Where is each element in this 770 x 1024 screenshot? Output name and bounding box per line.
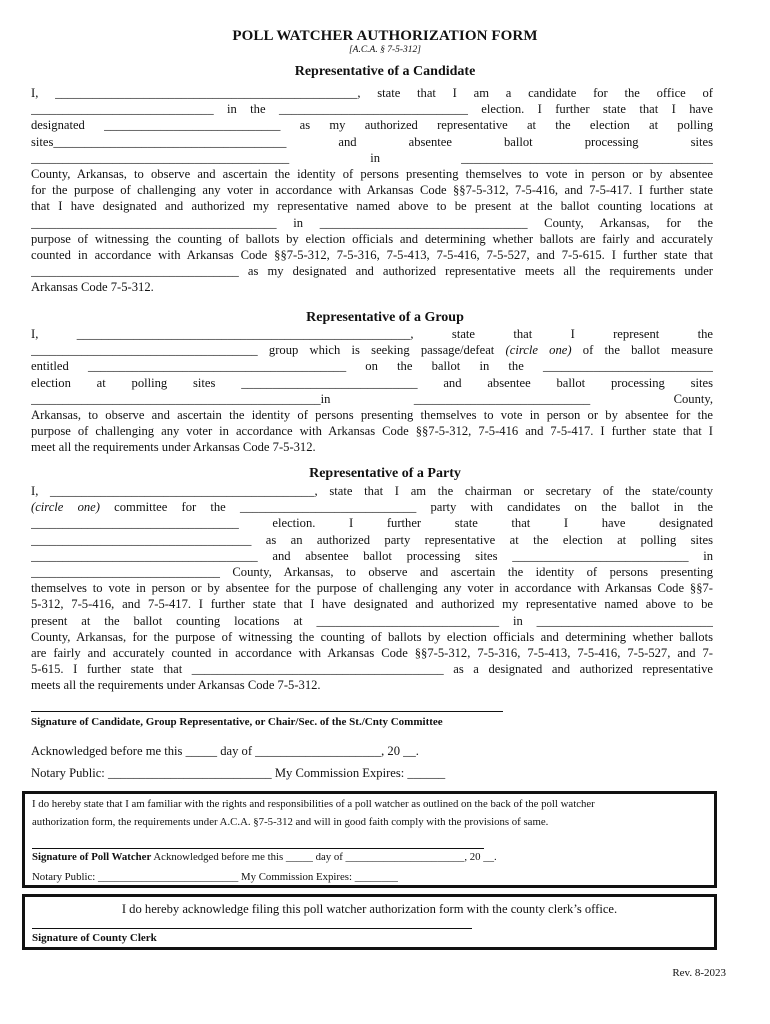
party-line: themselves to vote in person or by absentee for the purpose of challenging any voter in accordance with Arkansas Code §§7- — [31, 581, 713, 596]
candidate-line: _________________________________________ in ________________________________________ — [31, 150, 713, 165]
candidate-line: sites_____________________________________ and absentee ballot processing sites — [31, 134, 713, 149]
party-line — [31, 499, 713, 515]
form-citation: [A.C.A. § 7-5-312] — [348, 45, 422, 55]
party-line: I, __________________________________________, state that I am the chairman or secretary of the state/county — [31, 484, 713, 498]
group-line: meet all the requirements under Arkansas Code 7-5-312. — [31, 440, 316, 455]
candidate-line: that I have designated and authorized my representative named above to be present at the ballot counting locations at — [31, 199, 713, 214]
group-line: entitled _________________________________________ on the ballot in the ___________________________ — [31, 359, 713, 374]
circle-one-note: (circle one) — [31, 500, 100, 515]
group-line: Arkansas, to observe and ascertain the identity of persons presenting themselves to vote in person or by absentee for the — [31, 407, 713, 422]
group-line-text: ____________________________________ group which is seeking passage/defeat (circle one) of the ballot measure — [31, 343, 713, 358]
candidate-line: designated ____________________________ as my authorized representative at the election at polling — [31, 118, 713, 133]
main-signature-caption: Signature of Candidate, Group Representative, or Chair/Sec. of the St./Cnty Committee — [31, 716, 443, 728]
county-clerk-statement: I do hereby acknowledge filing this poll watcher authorization form with the county clerk’s office. — [121, 902, 618, 916]
party-line: are fairly and accurately counted in accordance with Arkansas Code §§7-5-312, 7-5-316, 7-5-413, 7-5-416, 7-5-527, and 7- — [31, 645, 713, 660]
party-line: present at the ballot counting locations at _____________________________ in ____________________________ — [31, 613, 713, 628]
party-line: 5-312, 7-5-416, and 7-5-417. I further state that I have designated and authorized my representative named above to be — [31, 597, 713, 612]
candidate-paragraph — [31, 85, 713, 295]
candidate-line: Arkansas Code 7-5-312. — [31, 280, 154, 295]
main-signature-line[interactable] — [31, 711, 503, 712]
poll-watcher-signature-row — [32, 849, 497, 866]
circle-one-note: (circle one) — [505, 343, 572, 358]
poll-watcher-ack: Acknowledged before me this _____ day of ______________________, 20 __. — [151, 851, 497, 863]
party-line: ____________________________________ and absentee ballot processing sites ____________________________ in — [31, 548, 713, 563]
candidate-line: County, Arkansas, to observe and ascertain the identity of persons presenting themselves to vote in person or by absentee — [31, 166, 713, 181]
party-line: ___________________________________ as an authorized party representative at the election at polling sites — [31, 532, 713, 547]
candidate-line: I, ________________________________________________, state that I am a candidate for the office of — [31, 86, 713, 100]
party-line: 5-615. I further state that ________________________________________ as a designated and authorized representative — [31, 662, 713, 677]
party-line: ______________________________ County, Arkansas, to observe and ascertain the identity of persons presenting — [31, 564, 713, 579]
notary-line: Notary Public: __________________________ My Commission Expires: ______ — [31, 766, 446, 780]
candidate-line: for the purpose of challenging any voter in accordance with Arkansas Code §§7-5-312, 7-5-416, and 7-5-417. I further state — [31, 183, 713, 198]
county-clerk-box — [22, 894, 717, 950]
group-line: purpose of challenging any voter in accordance with Arkansas Code §§7-5-312, 7-5-416 and 7-5-417. I further state that I — [31, 424, 713, 439]
party-line: County, Arkansas, for the purpose of witnessing the counting of ballots by election officials and determining whether ballots — [31, 629, 713, 644]
poll-watcher-statement-1: I do hereby state that I am familiar with the rights and responsibilities of a poll watcher as outlined on the back of the poll watcher — [32, 798, 595, 810]
poll-watcher-notary: Notary Public: __________________________ My Commission Expires: ________ — [32, 871, 398, 883]
poll-watcher-signature-label: Signature of Poll Watcher — [32, 851, 152, 863]
revision-label: Rev. 8-2023 — [672, 967, 726, 979]
party-line-text: (circle one) committee for the ____________________________ party with candidates on the ballot in the — [31, 500, 713, 515]
county-clerk-signature-label: Signature of County Clerk — [32, 932, 157, 944]
candidate-line: _______________________________________ in _________________________________ County, Arkansas, for the — [31, 215, 713, 230]
candidate-heading: Representative of a Candidate — [294, 64, 476, 79]
candidate-line: purpose of witnessing the counting of ballots by election officials and determining whether ballots are fairly and accurately — [31, 231, 713, 246]
party-heading: Representative of a Party — [309, 466, 461, 481]
party-line: meets all the requirements under Arkansas Code 7-5-312. — [31, 678, 321, 693]
group-line: I, _____________________________________________________, state that I represent the — [31, 327, 713, 341]
poll-watcher-statement-2: authorization form, the requirements under A.C.A. §7-5-312 and will in good faith comply with the provisions of same. — [32, 816, 549, 828]
county-clerk-signature-line[interactable] — [32, 928, 472, 929]
poll-watcher-box — [22, 791, 717, 888]
group-heading: Representative of a Group — [306, 310, 464, 325]
group-paragraph — [31, 326, 713, 456]
form-title: POLL WATCHER AUTHORIZATION FORM — [232, 28, 538, 44]
group-line: ______________________________________________in ____________________________ County, — [31, 391, 713, 406]
candidate-line: counted in accordance with Arkansas Code §§7-5-312, 7-5-316, 7-5-413, 7-5-416, 7-5-527, and 7-5-615. I further state that — [31, 247, 713, 262]
group-line — [31, 342, 713, 358]
party-line: _________________________________ election. I further state that I have designated — [31, 516, 713, 531]
party-paragraph — [31, 483, 713, 693]
group-line: election at polling sites ____________________________ and absentee ballot processing sites — [31, 375, 713, 390]
candidate-line: _________________________________ as my designated and authorized representative meets all the requirements under — [31, 264, 713, 279]
acknowledged-line: Acknowledged before me this _____ day of ____________________, 20 __. — [31, 744, 419, 758]
candidate-line: _____________________________ in the ______________________________ election. I further state that I have — [31, 102, 713, 117]
